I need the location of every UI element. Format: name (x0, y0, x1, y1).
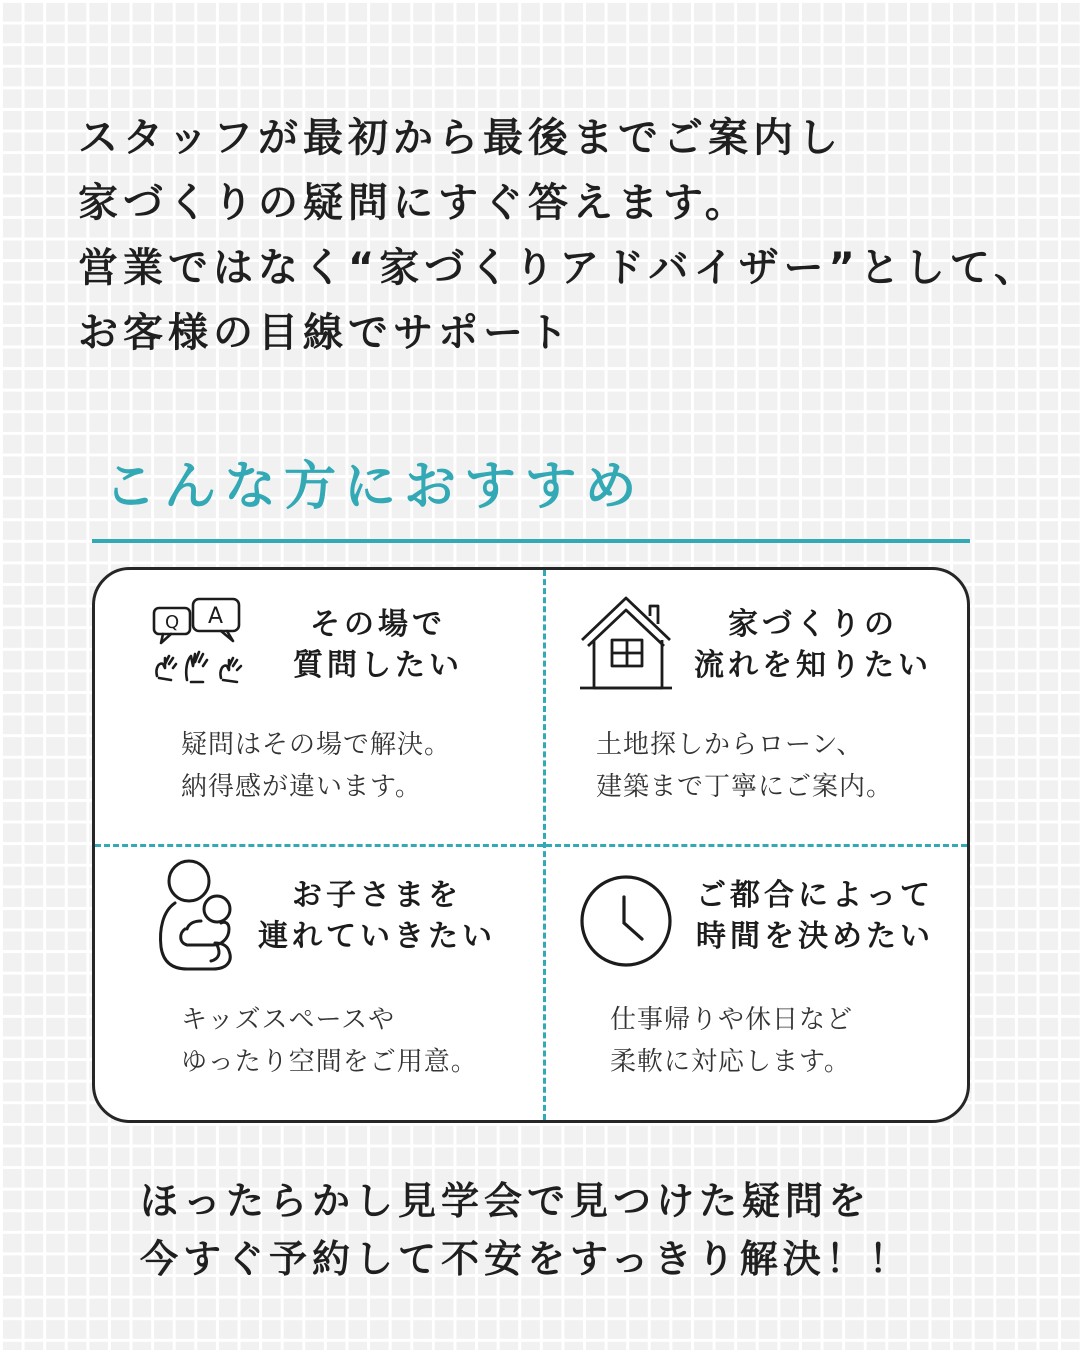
section-heading: こんな方におすすめ (104, 457, 645, 517)
closing-line: ほったらかし見学会で見つけた疑問を (140, 1179, 872, 1223)
closing-message (140, 1172, 1040, 1288)
card-title-line: ご都合によって (696, 878, 934, 913)
card-description (181, 999, 478, 1083)
closing-line: 今すぐ予約して不安をすっきり解決！！ (140, 1237, 912, 1281)
qa-hands-icon (151, 596, 247, 696)
card-description-line: 納得感が違います。 (181, 772, 422, 802)
card-cell-schedule (546, 847, 970, 1123)
card-description (610, 999, 853, 1083)
intro-line: スタッフが最初から最後までご案内し (78, 115, 843, 161)
card-title-line: 流れを知りたい (694, 648, 932, 683)
card-cell-flow (546, 570, 970, 844)
card-description (181, 724, 451, 808)
recommendation-card (92, 567, 970, 1123)
heading-underline (92, 539, 970, 543)
card-title-line: 時間を決めたい (696, 919, 934, 954)
intro-line: 家づくりの疑問にすぐ答えます。 (78, 180, 750, 226)
card-description-line: キッズスペースや (181, 1005, 396, 1035)
card-title (678, 604, 948, 686)
house-icon (578, 594, 674, 694)
card-cell-question (95, 570, 543, 844)
intro-line: お客様の目線でサポート (78, 310, 573, 356)
card-description-line: 建築まで丁寧にご案内。 (596, 772, 894, 802)
card-title-line: お子さまを (292, 878, 462, 913)
card-description-line: 土地探しからローン、 (596, 730, 864, 760)
card-description-line: 柔軟に対応します。 (610, 1047, 851, 1077)
card-title-line: 連れていきたい (258, 919, 496, 954)
card-description (596, 724, 893, 808)
card-title (263, 604, 493, 686)
card-cell-children (95, 847, 543, 1123)
card-title-line: 家づくりの (728, 607, 898, 642)
card-description-line: 仕事帰りや休日など (610, 1005, 854, 1035)
card-title-line: 質問したい (293, 648, 463, 683)
intro-line: 営業ではなく“家づくりアドバイザー”として、 (78, 245, 1039, 291)
svg-text:Q: Q (165, 612, 180, 633)
card-description-line: 疑問はその場で解決。 (181, 730, 452, 760)
card-title (680, 875, 950, 957)
intro-text (78, 106, 1068, 366)
parent-child-icon (157, 859, 241, 983)
card-title (247, 875, 507, 957)
svg-text:A: A (208, 604, 224, 629)
card-title-line: その場で (310, 607, 446, 642)
clock-icon (578, 873, 674, 973)
card-description-line: ゆったり空間をご用意。 (181, 1047, 478, 1077)
